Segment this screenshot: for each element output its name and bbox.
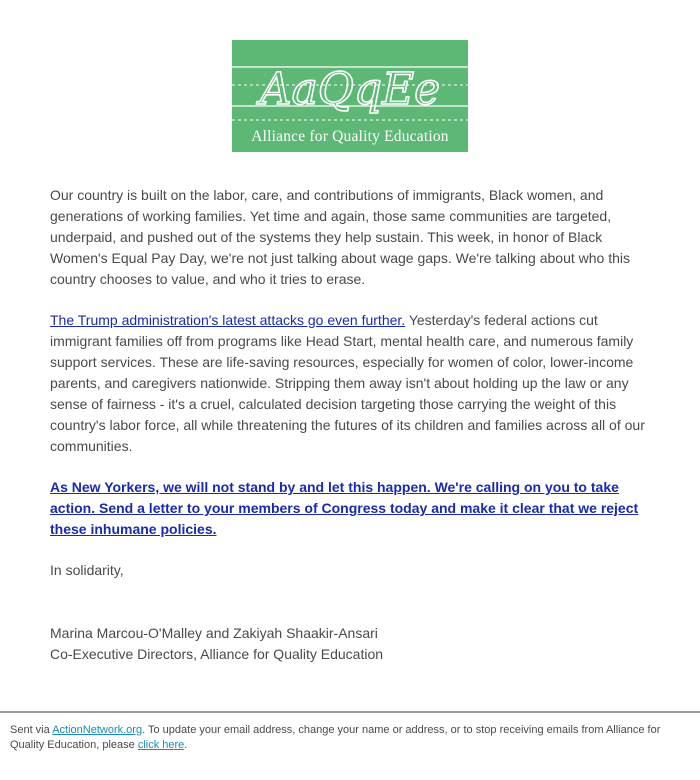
call-to-action-link[interactable]: As New Yorkers, we will not stand by and let this happen. We're calling on you to take action. Send a letter to your members of Congress today and make it clear that we reject these inhumane policies.	[50, 479, 639, 537]
signers-names: Marina Marcou-O'Malley and Zakiyah Shaakir-Ansari	[50, 625, 378, 641]
footer-prefix: Sent via	[10, 724, 53, 736]
closing-text: In solidarity,	[50, 562, 124, 578]
action-network-link[interactable]: ActionNetwork.org	[52, 724, 143, 736]
logo-caption: Alliance for Quality Education	[251, 128, 449, 145]
attacks-paragraph	[50, 310, 660, 457]
footer-middle: . To update your email address, change your name or address, or to stop receiving emails from Alliance for Quality Education, please	[10, 724, 661, 751]
email-footer	[0, 711, 700, 780]
intro-paragraph: Our country is built on the labor, care, and contributions of immigrants, Black women, and generations of working families. Yet time and again, those same communities are targeted, underpaid, and pushed out of the systems they help sustain. This week, in honor of Black Women's Equal Pay Day, we're not just talking about wage gaps. We're talking about who this country chooses to value, and who it tries to erase.	[50, 187, 631, 287]
attacks-paragraph-text: Yesterday's federal actions cut immigrant families off from programs like Head Start, mental health care, and numerous family support services. These are life-saving resources, especially for women of color, lower-income parents, and caregivers nationwide. Stripping them away isn't about holding up the law or any sense of fairness - it's a cruel, calculated decision targeting those carrying the weight of this country's labor force, all while threatening the futures of its children and families across all of our communities.	[50, 312, 645, 454]
signers-title: Co-Executive Directors, Alliance for Quality Education	[50, 646, 384, 662]
trump-attacks-link[interactable]: The Trump administration's latest attacks go even further.	[50, 312, 406, 328]
click-here-link[interactable]: click here	[137, 739, 185, 751]
cta-paragraph	[50, 477, 660, 540]
email-body	[50, 185, 660, 665]
logo-script-text: AaQqEe	[259, 64, 441, 115]
aqe-logo	[232, 40, 468, 152]
signature	[50, 623, 660, 665]
footer-text	[10, 723, 680, 753]
footer-suffix: .	[184, 739, 188, 751]
